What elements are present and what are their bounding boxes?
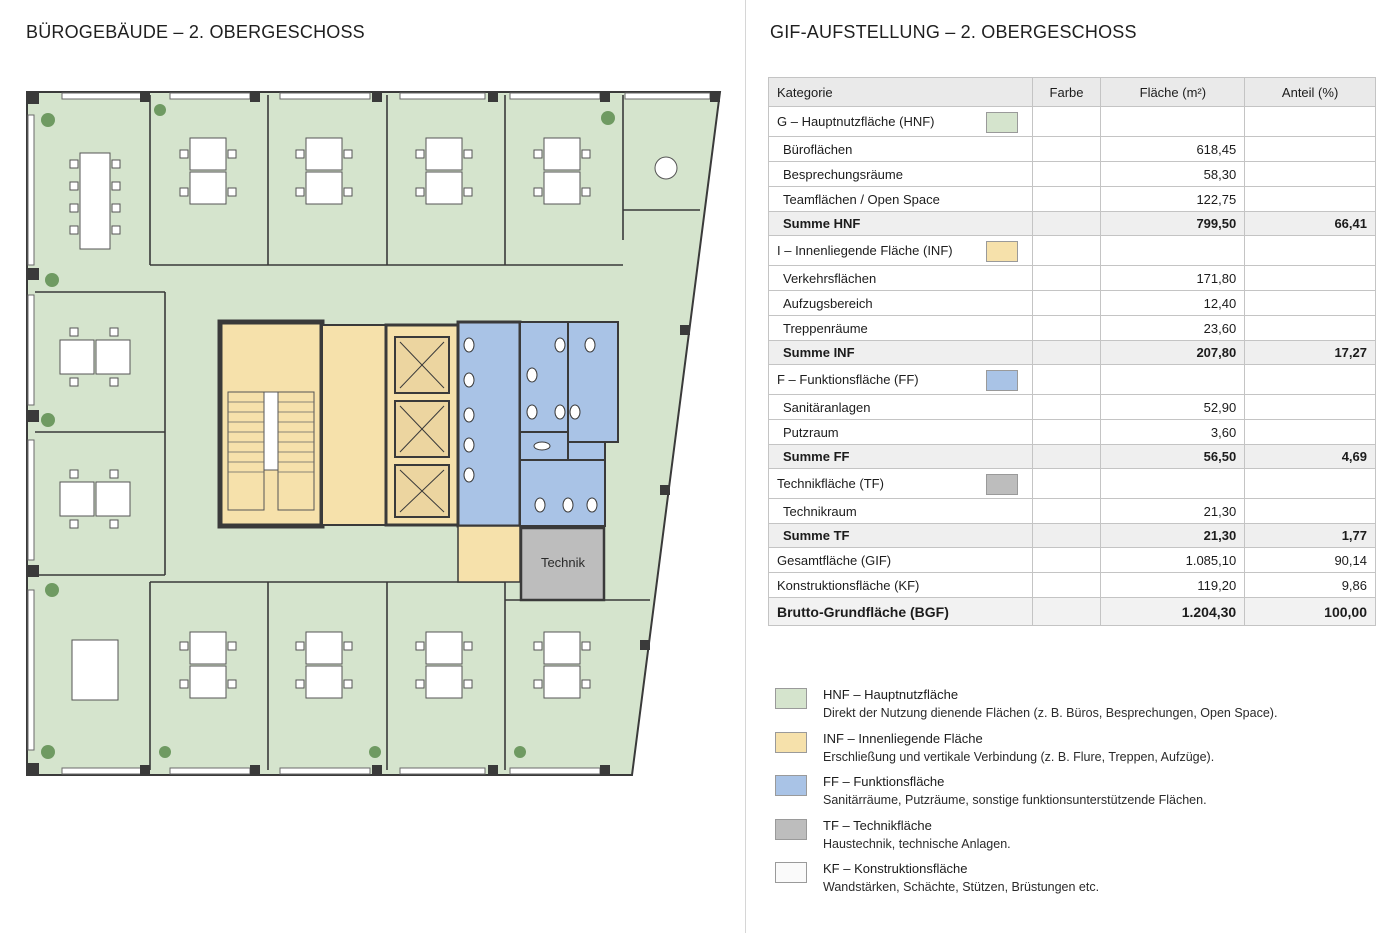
sum-label: Summe FF — [769, 445, 1033, 469]
table-row — [769, 266, 1376, 291]
swatch-tf — [986, 474, 1018, 495]
row-area: 58,30 — [1101, 162, 1245, 187]
sum-row-tf — [769, 524, 1376, 548]
group-row-tf — [769, 469, 1376, 499]
sum-row-ff — [769, 445, 1376, 469]
sum-row-hnf — [769, 212, 1376, 236]
table-row — [769, 499, 1376, 524]
legend-swatch-ff — [775, 775, 807, 796]
legend-title: FF – Funktionsfläche — [823, 774, 945, 789]
legend-desc: Sanitärräume, Putzräume, sonstige funktionsunterstützende Flächen. — [823, 793, 1207, 807]
swatch-inf — [986, 241, 1018, 262]
group-cell-tf — [769, 469, 1033, 499]
legend-title: HNF – Hauptnutzfläche — [823, 687, 959, 702]
stair-core — [220, 322, 322, 526]
header-kategorie: Kategorie — [769, 78, 1033, 107]
row-name: Verkehrsflächen — [769, 266, 1033, 291]
legend-title: KF – Konstruktionsfläche — [823, 861, 968, 876]
group-cell-hnf — [769, 107, 1033, 137]
sum-area: 799,50 — [1101, 212, 1245, 236]
table-row — [769, 162, 1376, 187]
legend-swatch-kf — [775, 862, 807, 883]
row-area: 21,30 — [1101, 499, 1245, 524]
row-area: 171,80 — [1101, 266, 1245, 291]
group-row-ff — [769, 365, 1376, 395]
swatch-hnf — [986, 112, 1018, 133]
table-row — [769, 395, 1376, 420]
row-area: 12,40 — [1101, 291, 1245, 316]
group-row-inf — [769, 236, 1376, 266]
sum-label: Summe TF — [769, 524, 1033, 548]
legend-swatch-tf — [775, 819, 807, 840]
floor-plan-title: BÜROGEBÄUDE – 2. OBERGESCHOSS — [26, 22, 365, 42]
table-row — [769, 316, 1376, 341]
row-name: Technikraum — [769, 499, 1033, 524]
group-label-inf: I – Innenliegende Fläche (INF) — [777, 243, 953, 258]
sum-share: 17,27 — [1245, 341, 1376, 365]
gif-label: Gesamtfläche (GIF) — [769, 548, 1033, 573]
row-name: Treppenräume — [769, 316, 1033, 341]
group-cell-inf — [769, 236, 1033, 266]
group-row-hnf — [769, 107, 1376, 137]
row-area: 618,45 — [1101, 137, 1245, 162]
row-area: 122,75 — [1101, 187, 1245, 212]
sum-share: 66,41 — [1245, 212, 1376, 236]
bgf-area: 1.204,30 — [1101, 598, 1245, 626]
group-cell-ff — [769, 365, 1033, 395]
kf-label: Konstruktionsfläche (KF) — [769, 573, 1033, 598]
row-name: Teamflächen / Open Space — [769, 187, 1033, 212]
row-area: 52,90 — [1101, 395, 1245, 420]
sum-area: 207,80 — [1101, 341, 1245, 365]
sum-label: Summe HNF — [769, 212, 1033, 236]
legend-desc: Wandstärken, Schächte, Stützen, Brüstungen etc. — [823, 880, 1100, 894]
sum-area: 21,30 — [1101, 524, 1245, 548]
row-name: Besprechungsräume — [769, 162, 1033, 187]
total-row-bgf — [769, 598, 1376, 626]
row-name: Aufzugsbereich — [769, 291, 1033, 316]
total-row-kf — [769, 573, 1376, 598]
row-name: Sanitäranlagen — [769, 395, 1033, 420]
technik-label: Technik — [540, 555, 586, 570]
gif-table-title: GIF-AUFSTELLUNG – 2. OBERGESCHOSS — [770, 22, 1137, 42]
kf-area: 119,20 — [1101, 573, 1245, 598]
lift-lobby — [322, 325, 458, 525]
legend-desc: Haustechnik, technische Anlagen. — [823, 836, 1011, 851]
group-label-tf: Technikfläche (TF) — [777, 476, 884, 491]
gif-area: 1.085,10 — [1101, 548, 1245, 573]
panel-divider — [745, 0, 746, 933]
sum-label: Summe INF — [769, 341, 1033, 365]
row-name: Putzraum — [769, 420, 1033, 445]
total-row-gif — [769, 548, 1376, 573]
row-area: 23,60 — [1101, 316, 1245, 341]
header-flaeche: Fläche (m²) — [1101, 78, 1245, 107]
table-row — [769, 291, 1376, 316]
sum-area: 56,50 — [1101, 445, 1245, 469]
circulation-yellow — [458, 526, 520, 582]
table-header — [769, 78, 1376, 107]
sum-share: 1,77 — [1245, 524, 1376, 548]
sanitary-core — [458, 322, 618, 526]
header-anteil: Anteil (%) — [1245, 78, 1376, 107]
sum-row-inf — [769, 341, 1376, 365]
row-area: 3,60 — [1101, 420, 1245, 445]
legend-title: TF – Technikfläche — [823, 817, 932, 833]
gif-share: 90,14 — [1245, 548, 1376, 573]
legend-swatch-inf — [775, 732, 807, 753]
legend-title: INF – Innenliegende Fläche — [823, 730, 983, 746]
table-row — [769, 137, 1376, 162]
table-row — [769, 420, 1376, 445]
legend-desc: Erschließung und vertikale Verbindung (z. B. Flure, Treppen, Aufzüge). — [823, 749, 1215, 764]
group-label-hnf: G – Hauptnutzfläche (HNF) — [777, 114, 935, 129]
floor-plan — [20, 84, 730, 784]
gif-table — [768, 77, 1376, 626]
bgf-label: Brutto-Grundfläche (BGF) — [769, 598, 1033, 626]
row-name: Büroflächen — [769, 137, 1033, 162]
bgf-share: 100,00 — [1245, 598, 1376, 626]
legend-swatch-hnf — [775, 688, 807, 709]
group-label-ff: F – Funktionsfläche (FF) — [777, 372, 919, 387]
kf-share: 9,86 — [1245, 573, 1376, 598]
header-farbe: Farbe — [1032, 78, 1101, 107]
swatch-ff — [986, 370, 1018, 391]
table-row — [769, 187, 1376, 212]
legend-desc: Direkt der Nutzung dienende Flächen (z. B. Büros, Besprechungen, Open Space). — [823, 706, 1278, 720]
sum-share: 4,69 — [1245, 445, 1376, 469]
